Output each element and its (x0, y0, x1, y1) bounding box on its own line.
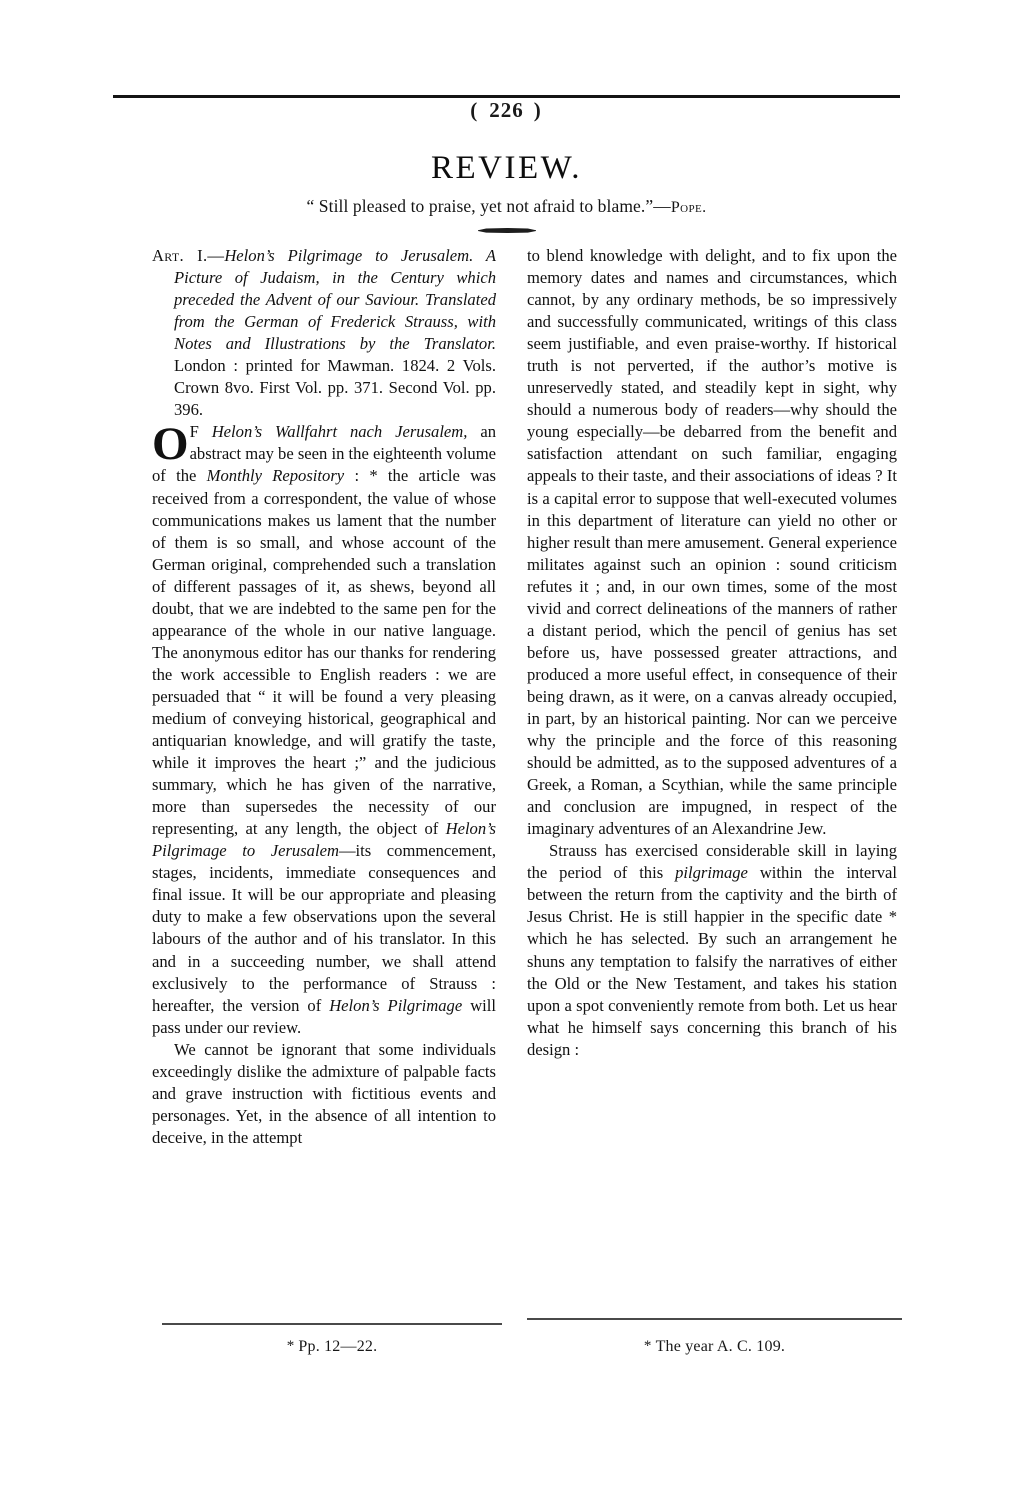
para1-italic-helons-pilgrimage: Helon’s Pilgrimage (329, 995, 463, 1015)
left-paragraph-1 (152, 418, 497, 1038)
para1-italic-pilgrimage-jerusalem: Helon’s Pilgrimage to Jerusalem (152, 819, 496, 861)
para1-italic-monthly-repository: Monthly Repository (206, 466, 345, 486)
para1-text-e: will pass under our review. (152, 995, 497, 1037)
ornamental-rule (478, 228, 536, 233)
para1-lead: F (189, 422, 212, 442)
article-title: Helon’s Pilgrimage to Jerusalem. A Picture of Judaism, in the Century which preceded the Advent of our Saviour. Translated from the German of Frederick Strauss, with Notes and Illustrations by the Translator. (174, 246, 497, 354)
para1-text-b: an abstract may be seen in the eighteenth volume of the (152, 422, 496, 486)
footnote-text-right: The year A. C. 109. (655, 1338, 786, 1355)
drop-cap: O (152, 418, 189, 471)
folio-close-paren: ) (533, 98, 543, 122)
epigraph (0, 196, 1013, 217)
right-paragraph-2 (527, 840, 897, 1060)
footnote-text-left: Pp. 12—22. (298, 1338, 378, 1355)
right-paragraph-1: to blend knowledge with delight, and to fix upon the memory dates and names and circumstances, which cannot, by any ordinary methods, be so impressively and successfully communicated, writings of this class seem justifiable, and even praise-worthy. If historical truth is not perverted, if the author’s motive is unreservedly stated, and steadily kept in sight, why should a numerous body of readers—why should the young especially—be debarred from the benefit and satisfaction attendant on such familiar, engaging appeals to their taste, and their associations of ideas ? It is a capital error to suppose that well-executed volumes in this department of literature can yield no other or higher result than mere amusement. General experience militates against such an opinion : sound criticism refutes it ; and, in our own times, some of the most vivid and correct delineations of the manners of rather a distant period, which the pencil of genius has set before us, have possessed greater attractions, and produced a more useful effect, in consequence of their being drawn, as it were, on a canvas already occupied, in part, by an historical painting. Nor can we perceive why the principle and the force of this reasoning should be admitted, as to the supposed adventures of a Greek, a Roman, a Scythian, while the same principle and conclusion are impugned, in respect of the imaginary adventures of an Alexandrine Jew. (527, 246, 897, 839)
left-paragraph-2: We cannot be ignorant that some individuals exceedingly dislike the admixture of palpable facts and grave instruction with fictitious events and personages. Yet, in the absence of all intention to deceive, in the attempt (152, 1039, 496, 1147)
footnote-marker-right: * (643, 1338, 652, 1354)
article-label: Art. I.— (152, 246, 225, 265)
article-heading (152, 245, 496, 421)
footnote-left (162, 1338, 502, 1356)
footnote-rule-right (527, 1318, 902, 1320)
footnote-rule-left (162, 1323, 502, 1325)
right-para2-text-a: Strauss has exercised considerable skill in laying the period of this (527, 841, 897, 883)
right-text-column (527, 245, 897, 1061)
epigraph-attribution: Pope. (670, 199, 707, 216)
para1-italic-wallfahrt: Helon’s Wallfahrt nach Jerusalem, (211, 422, 468, 442)
left-text-column (152, 245, 496, 1149)
right-para2-italic-pilgrimage: pilgrimage (675, 863, 748, 883)
para1-text-d: —its commencement, stages, incidents, immediate consequences and final issue. It will be our appropriate and pleasing duty to make a few observations upon the several labours of the author and of his translator. In this and in a succeeding number, we shall attend exclusively to the performance of Strauss : hereafter, the version of (152, 841, 496, 1015)
epigraph-quote: “ Still pleased to praise, yet not afraid to blame.”— (306, 196, 671, 216)
page-folio (0, 98, 1013, 123)
page-title: REVIEW. (430, 150, 582, 186)
article-imprint: London : printed for Mawman. 1824. 2 Vols. Crown 8vo. First Vol. pp. 371. Second Vol. pp. 396. (174, 356, 496, 420)
footnote-right (527, 1338, 902, 1356)
footnote-marker-left: * (286, 1338, 295, 1354)
para1-text-c: : * the article was received from a correspondent, the value of whose communications makes us lament that the number of them is so small, and whose account of the German original, comprehended such a translation of different passages of it, as shews, beyond all doubt, that we are indebted to the same pen for the appearance of the whole in our native language. The anonymous editor has our thanks for rendering the work accessible to English readers : we are persuaded that “ it will be found a very pleasing medium of conveying historical, geographical and antiquarian knowledge, and will gratify the taste, while it improves the heart ;” and the judicious summary, which he has given of the narrative, more than supersedes the necessity of our representing, at any length, the object of (152, 466, 497, 839)
folio-number: 226 (489, 98, 524, 122)
right-para2-text-b: within the interval between the return from the captivity and the birth of Jesus Christ. He is still happier in the specific date * which he has selected. By such an arrangement he shuns any temptation to falsify the narratives of either the Old or the New Testament, and takes his station upon a spot conveniently remote from both. Let us hear what he himself says concerning this branch of his design : (527, 863, 897, 1059)
folio-open-paren: ( (470, 98, 480, 122)
